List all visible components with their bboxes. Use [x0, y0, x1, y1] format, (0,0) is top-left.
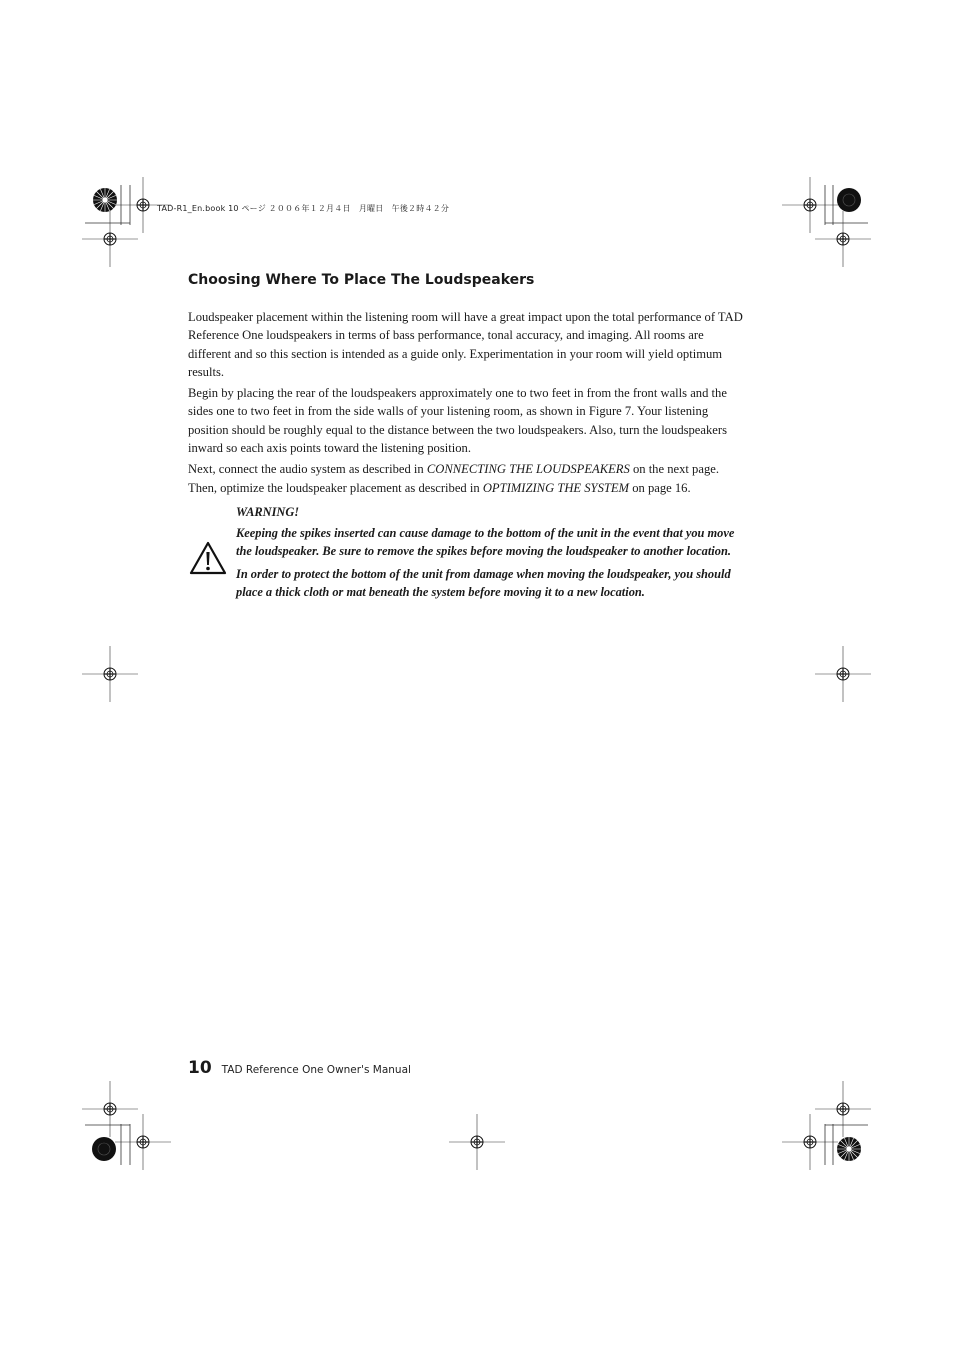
paragraph-placement-intro: Loudspeaker placement within the listening room will have a great impact upon the total performance of TAD Reference One loudspeakers in terms of bass performance, tonal accuracy, and imaging. All rooms are different and so this section is intended as a guide only. Experimentation in your room will yield optimum results. — [188, 310, 743, 379]
page-footer — [188, 1058, 411, 1078]
paragraph-text: Next, connect the audio system as described in — [188, 462, 427, 477]
page-number: 10 — [188, 1058, 212, 1078]
warning-triangle-icon — [189, 541, 227, 575]
print-slug: TAD-R1_En.book 10 ページ ２００６年１２月４日 月曜日 午後２時４２分 — [157, 204, 450, 213]
warning-block — [236, 503, 746, 605]
warning-title: WARNING! — [236, 505, 300, 519]
reference-connecting: CONNECTING THE LOUDSPEAKERS — [426, 462, 630, 477]
warning-line-spikes: Keeping the spikes inserted can cause damage to the bottom of the unit in the event that you move the loudspeaker. Be sure to remove the spikes before moving the loudspeaker to another location. — [236, 526, 735, 559]
manual-title: TAD Reference One Owner's Manual — [221, 1064, 411, 1076]
section-heading: Choosing Where To Place The Loudspeakers — [188, 272, 535, 288]
star-target-icon — [93, 188, 117, 212]
warning-line-protect: In order to protect the bottom of the unit from damage when moving the loudspeaker, you should place a thick cloth or mat beneath the system before moving it to a new location. — [236, 566, 731, 599]
paragraph-text: on page 16. — [629, 480, 691, 495]
dot-target-icon — [837, 188, 861, 212]
paragraph-placement-steps: Begin by placing the rear of the loudspeakers approximately one to two feet in from the front walls and the sides one to two feet in from the side walls of your listening room, as shown in Figure 7. Your listening position should be roughly equal to the distance between the two loudspeakers. Also, turn the loudspeakers inward so each axis points toward the listening position. — [188, 386, 727, 456]
paragraph-text: on the next page. Then, optimize the loudspeaker placement as described in — [188, 462, 719, 495]
section-body — [188, 308, 744, 500]
reference-optimizing: OPTIMIZING THE SYSTEM — [482, 480, 630, 495]
paragraph-next-steps — [188, 460, 744, 497]
